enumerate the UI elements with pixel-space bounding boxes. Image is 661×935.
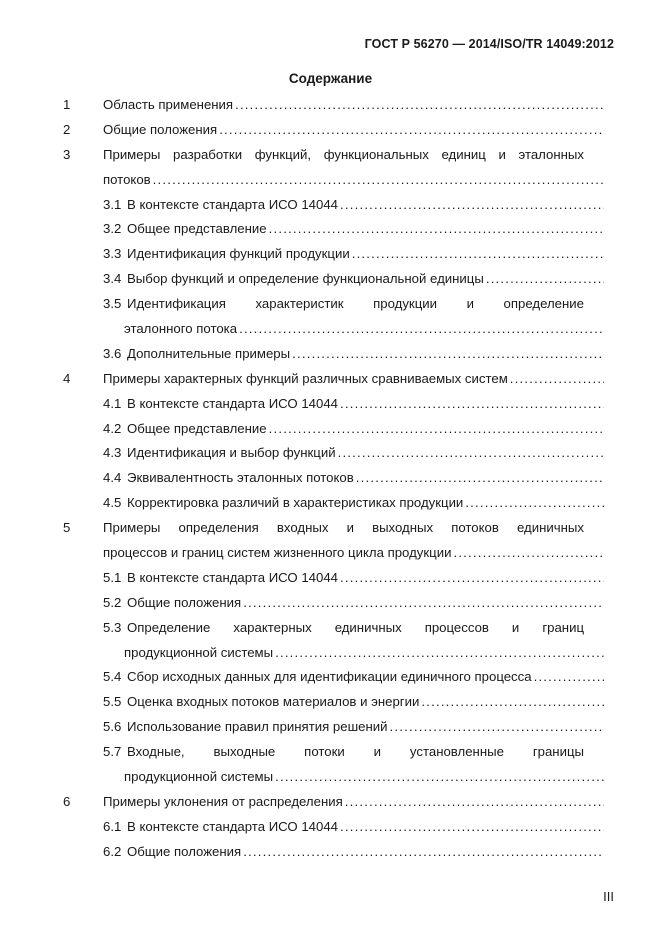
toc-entry[interactable] — [0, 342, 661, 367]
toc-entry[interactable] — [0, 665, 661, 690]
toc-entry-number: 5.4 — [103, 669, 122, 685]
toc-entry[interactable] — [0, 242, 661, 267]
toc-entry-text: В контексте стандарта ИСО 14044 — [127, 395, 338, 411]
toc-leader-dots — [390, 715, 604, 740]
toc-entry-number: 5.1 — [103, 569, 122, 585]
toc-leader-dots — [239, 317, 604, 342]
toc-leader-dots — [486, 267, 604, 292]
toc-entry-number: 4.5 — [103, 495, 122, 511]
toc-entry-text: Примеры характерных функций различных сравниваемых систем — [103, 370, 508, 386]
toc-entry[interactable] — [0, 267, 661, 292]
table-of-contents — [0, 93, 661, 865]
toc-entry-text: Идентификация и выбор функций — [127, 445, 336, 461]
toc-entry-number: 3.2 — [103, 221, 122, 237]
toc-entry-text: Общее представление — [127, 420, 267, 436]
toc-leader-dots — [421, 690, 604, 715]
toc-entry[interactable] — [0, 292, 661, 317]
toc-entry-text: продукционной системы — [124, 644, 274, 660]
toc-entry-number: 3.5 — [103, 296, 122, 312]
toc-entry[interactable] — [0, 616, 661, 641]
toc-leader-dots — [275, 765, 604, 790]
toc-entry-number: 6.1 — [103, 818, 122, 834]
toc-entry-text: Выбор функций и определение функциональной единицы — [127, 271, 484, 287]
toc-leader-dots — [345, 790, 604, 815]
toc-entry-text: Оценка входных потоков материалов и энергии — [127, 694, 420, 710]
toc-leader-dots — [340, 193, 604, 218]
toc-leader-dots — [340, 815, 604, 840]
toc-leader-dots — [534, 665, 604, 690]
toc-entry-continuation[interactable] — [0, 168, 661, 193]
toc-entry-number: 5.5 — [103, 694, 122, 710]
toc-entry[interactable] — [0, 840, 661, 865]
toc-entry-number: 5.7 — [103, 744, 122, 760]
toc-entry-number: 3.3 — [103, 246, 122, 262]
toc-entry-text: Сбор исходных данных для идентификации единичного процесса — [127, 669, 532, 685]
toc-entry-text: Корректировка различий в характеристиках продукции — [127, 495, 464, 511]
toc-entry[interactable] — [0, 143, 661, 168]
toc-entry[interactable] — [0, 591, 661, 616]
toc-entry[interactable] — [0, 367, 661, 392]
toc-leader-dots — [510, 367, 604, 392]
toc-entry-number: 3 — [63, 146, 71, 162]
toc-leader-dots — [352, 242, 604, 267]
toc-entry[interactable] — [0, 715, 661, 740]
toc-entry-number: 4.3 — [103, 445, 122, 461]
document-header: ГОСТ Р 56270 — 2014/ISO/TR 14049:2012 — [364, 37, 614, 51]
toc-entry[interactable] — [0, 790, 661, 815]
toc-entry-text: потоков — [103, 171, 151, 187]
toc-leader-dots — [338, 441, 604, 466]
toc-entry[interactable] — [0, 417, 661, 442]
toc-leader-dots — [219, 118, 604, 143]
toc-leader-dots — [153, 168, 604, 193]
toc-entry-text: Общее представление — [127, 221, 267, 237]
toc-entry-text: В контексте стандарта ИСО 14044 — [127, 569, 338, 585]
toc-leader-dots — [275, 641, 604, 666]
toc-entry-text: Использование правил принятия решений — [127, 719, 388, 735]
toc-entry-continuation[interactable] — [0, 541, 661, 566]
toc-entry-text: продукционной системы — [124, 769, 274, 785]
toc-entry-number: 4.2 — [103, 420, 122, 436]
toc-entry[interactable] — [0, 93, 661, 118]
toc-entry-text: Определение характерных единичных процессов и границ — [127, 619, 584, 635]
toc-leader-dots — [243, 591, 604, 616]
toc-entry[interactable] — [0, 466, 661, 491]
toc-entry-text: Идентификация характеристик продукции и определение — [127, 296, 584, 312]
toc-entry-text: эталонного потока — [124, 321, 238, 337]
toc-entry-text: Дополнительные примеры — [127, 345, 291, 361]
toc-entry[interactable] — [0, 815, 661, 840]
toc-entry-number: 3.6 — [103, 345, 122, 361]
toc-entry-number: 5 — [63, 520, 71, 536]
toc-entry-continuation[interactable] — [0, 765, 661, 790]
toc-leader-dots — [465, 491, 604, 516]
toc-entry[interactable] — [0, 193, 661, 218]
toc-entry-number: 6.2 — [103, 843, 122, 859]
toc-entry-continuation[interactable] — [0, 317, 661, 342]
toc-entry[interactable] — [0, 740, 661, 765]
toc-entry-number: 5.3 — [103, 619, 122, 635]
toc-leader-dots — [340, 566, 604, 591]
toc-entry-number: 3.4 — [103, 271, 122, 287]
toc-entry[interactable] — [0, 118, 661, 143]
toc-leader-dots — [269, 417, 604, 442]
toc-entry[interactable] — [0, 392, 661, 417]
toc-entry[interactable] — [0, 566, 661, 591]
toc-entry-number: 4.4 — [103, 470, 122, 486]
toc-leader-dots — [235, 93, 604, 118]
toc-entry[interactable] — [0, 491, 661, 516]
toc-entry-number: 2 — [63, 121, 71, 137]
toc-entry-number: 1 — [63, 97, 71, 112]
toc-leader-dots — [340, 392, 604, 417]
toc-entry-number: 6 — [63, 793, 71, 809]
toc-leader-dots — [292, 342, 604, 367]
toc-title: Содержание — [288, 71, 373, 86]
toc-entry[interactable] — [0, 441, 661, 466]
toc-entry-number: 5.2 — [103, 594, 122, 610]
toc-entry-text: Эквивалентность эталонных потоков — [127, 470, 354, 486]
toc-entry-continuation[interactable] — [0, 641, 661, 666]
toc-entry[interactable] — [0, 217, 661, 242]
toc-entry-text: Примеры определения входных и выходных потоков единичных — [103, 520, 584, 536]
toc-entry-text: Идентификация функций продукции — [127, 246, 350, 262]
toc-entry-text: процессов и границ систем жизненного цикла продукции — [103, 545, 452, 561]
page-number: III — [603, 889, 614, 904]
toc-leader-dots — [356, 466, 604, 491]
toc-entry-number: 4.1 — [103, 395, 122, 411]
toc-leader-dots — [453, 541, 604, 566]
toc-entry[interactable] — [0, 690, 661, 715]
toc-entry-text: В контексте стандарта ИСО 14044 — [127, 818, 338, 834]
toc-entry-text: Входные, выходные потоки и установленные границы — [127, 744, 584, 760]
toc-entry[interactable] — [0, 516, 661, 541]
toc-leader-dots — [243, 840, 604, 865]
toc-entry-text: В контексте стандарта ИСО 14044 — [127, 196, 338, 212]
toc-entry-text: Примеры разработки функций, функциональных единиц и эталонных — [103, 146, 584, 162]
toc-entry-text: Примеры уклонения от распределения — [103, 793, 343, 809]
toc-entry-number: 3.1 — [103, 196, 122, 212]
toc-entry-text: Общие положения — [127, 594, 242, 610]
toc-entry-text: Область применения — [103, 97, 234, 112]
toc-entry-text: Общие положения — [103, 121, 218, 137]
toc-leader-dots — [269, 217, 604, 242]
toc-entry-number: 4 — [63, 370, 71, 386]
toc-entry-text: Общие положения — [127, 843, 242, 859]
toc-entry-number: 5.6 — [103, 719, 122, 735]
